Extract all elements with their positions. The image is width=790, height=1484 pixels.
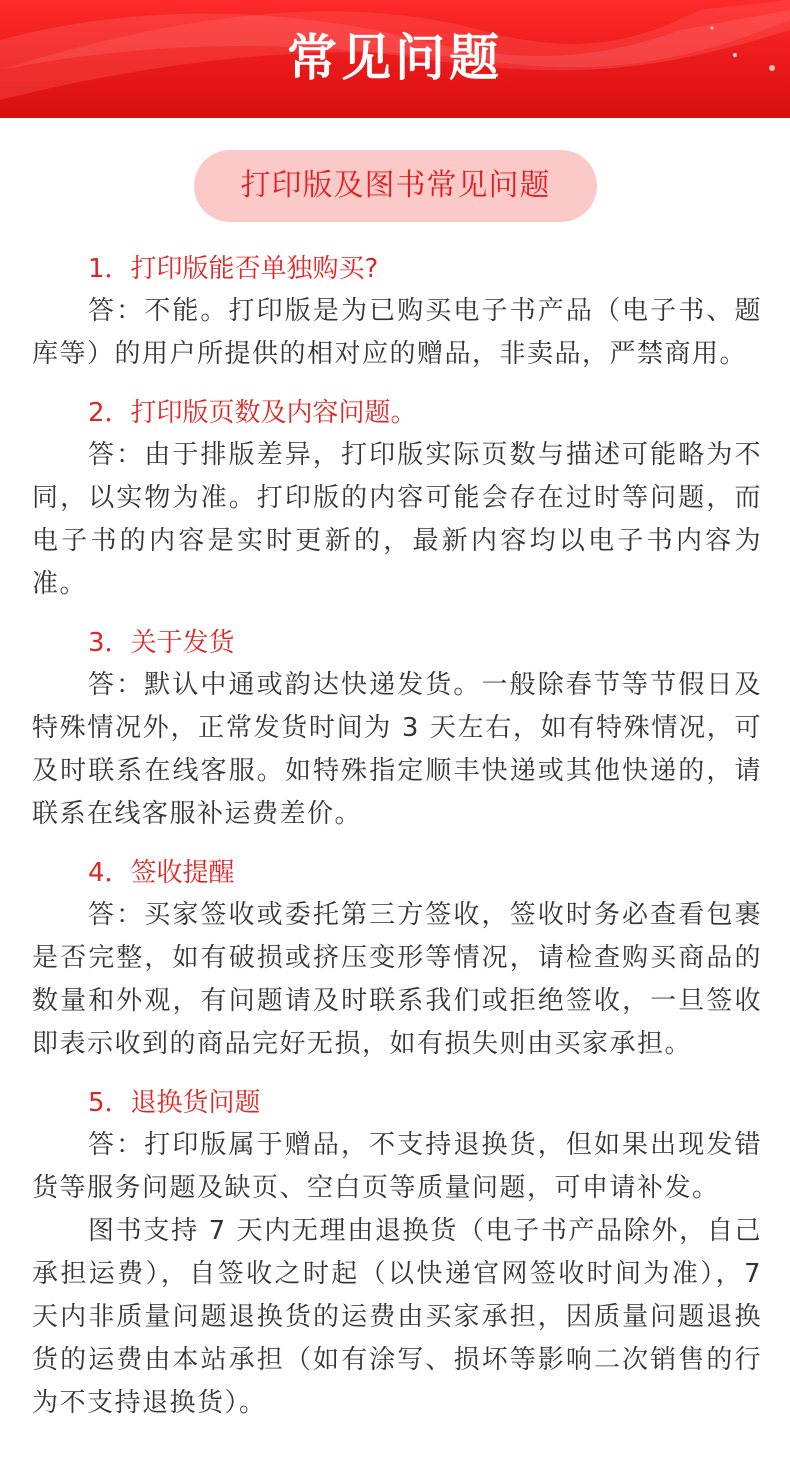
- header-banner: [0, 0, 790, 118]
- faq-question: 1．打印版能否单独购买?: [88, 254, 379, 284]
- faq-answer: 答：打印版属于赠品，不支持退换货，但如果出现发错货等服务问题及缺页、空白页等质量问题，可申请补发。: [32, 1130, 762, 1203]
- page-title: 常见问题: [287, 29, 503, 87]
- faq-item: [32, 248, 762, 376]
- faq-answer: 答：不能。打印版是为已购买电子书产品（电子书、题库等）的用户所提供的相对应的赠品，非卖品，严禁商用。: [32, 296, 762, 369]
- faq-answer: 答：默认中通或韵达快递发货。一般除春节等节假日及特殊情况外，正常发货时间为 3 天左右，如有特殊情况，可及时联系在线客服。如特殊指定顺丰快递或其他快递的，请联系在线客服补运费差价。: [32, 670, 762, 829]
- faq-item: [32, 392, 762, 606]
- faq-answer: 答：由于排版差异，打印版实际页数与描述可能略为不同，以实物为准。打印版的内容可能会存在过时等问题，而电子书的内容是实时更新的，最新内容均以电子书内容为准。: [32, 440, 762, 599]
- faq-answer: 图书支持 7 天内无理由退换货（电子书产品除外，自己承担运费），自签收之时起（以快递官网签收时间为准），7 天内非质量问题退换货的运费由买家承担，因质量问题退换货的运费由本站承担（如有涂写、损坏等影响二次销售的行为不支持退换货）。: [32, 1216, 762, 1418]
- faq-item: [32, 622, 762, 836]
- faq-item: [32, 1082, 762, 1425]
- section-title-pill: 打印版及图书常见问题: [194, 150, 597, 222]
- faq-question: 4．签收提醒: [88, 858, 235, 888]
- faq-question: 2．打印版页数及内容问题。: [88, 398, 417, 428]
- faq-question: 3．关于发货: [88, 628, 235, 658]
- faq-question: 5．退换货问题: [88, 1088, 261, 1118]
- faq-list: [32, 248, 762, 1441]
- faq-item: [32, 852, 762, 1066]
- faq-answer: 答：买家签收或委托第三方签收，签收时务必查看包裹是否完整，如有破损或挤压变形等情况，请检查购买商品的数量和外观，有问题请及时联系我们或拒绝签收，一旦签收即表示收到的商品完好无损，如有损失则由买家承担。: [32, 900, 762, 1059]
